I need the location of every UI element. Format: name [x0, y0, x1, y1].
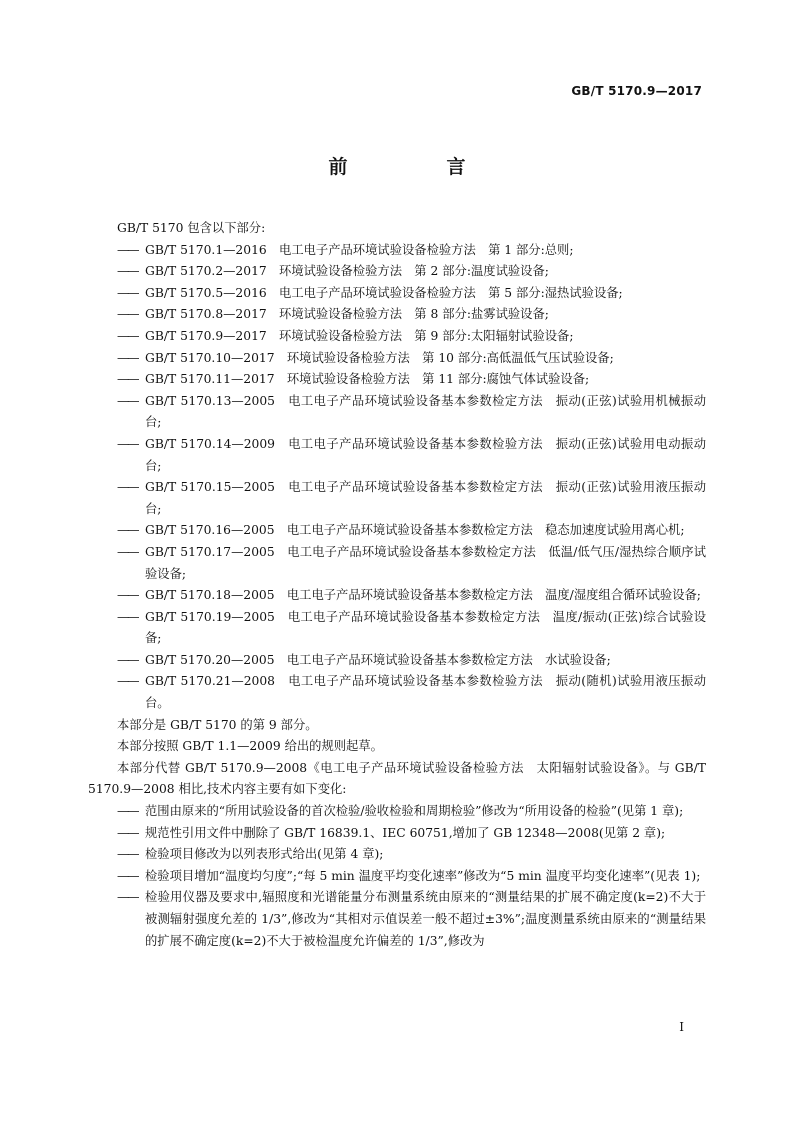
part-list-item [88, 304, 706, 326]
change-list-item [88, 823, 706, 845]
part-list-item [88, 585, 706, 607]
change-list-item-text: 检验项目增加“温度均匀度”;“每 5 min 温度平均变化速率”修改为“5 min 温度平均变化速率”(见表 1); [145, 868, 701, 883]
paragraph-part-number: 本部分是 GB/T 5170 的第 9 部分。 [117, 717, 318, 732]
dash-marker: —— [117, 350, 138, 365]
standard-code-header: GB/T 5170.9—2017 [571, 84, 702, 98]
part-list-item-text: GB/T 5170.1—2016 电工电子产品环境试验设备检验方法 第 1 部分:总则; [145, 242, 574, 257]
part-list-item [88, 650, 706, 672]
page-title: 前 言 [328, 156, 506, 178]
dash-marker: —— [117, 242, 138, 257]
dash-marker: —— [117, 890, 138, 905]
part-list-item [88, 326, 706, 348]
change-list-item [88, 866, 706, 888]
part-list-item [88, 542, 706, 585]
dash-marker: —— [117, 264, 138, 279]
part-list-item [88, 369, 706, 391]
dash-marker: —— [117, 393, 138, 408]
part-list-item-text: GB/T 5170.18—2005 电工电子产品环境试验设备基本参数检定方法 温度/湿度组合循环试验设备; [145, 588, 701, 603]
part-list-item [88, 607, 706, 650]
part-list-item [88, 391, 706, 434]
part-list-item-text: GB/T 5170.16—2005 电工电子产品环境试验设备基本参数检定方法 稳态加速度试验用离心机; [145, 523, 685, 538]
part-list-item-text: GB/T 5170.11—2017 环境试验设备检验方法 第 11 部分:腐蚀气体试验设备; [145, 372, 590, 387]
part-list-item-text: GB/T 5170.10—2017 环境试验设备检验方法 第 10 部分:高低温低气压试验设备; [145, 350, 614, 365]
part-list-item [88, 477, 706, 520]
part-list-item [88, 240, 706, 262]
part-list-item-text: GB/T 5170.9—2017 环境试验设备检验方法 第 9 部分:太阳辐射试验设备; [145, 328, 574, 343]
part-list-item [88, 348, 706, 370]
part-list-item-text: GB/T 5170.5—2016 电工电子产品环境试验设备检验方法 第 5 部分:湿热试验设备; [145, 285, 623, 300]
dash-marker: —— [117, 285, 138, 300]
dash-marker: —— [117, 480, 138, 495]
dash-marker: —— [117, 674, 138, 689]
dash-marker: —— [117, 588, 138, 603]
part-list-item-text: GB/T 5170.19—2005 电工电子产品环境试验设备基本参数检定方法 温度/振动(正弦)综合试验设备; [145, 609, 706, 646]
dash-marker: —— [117, 804, 138, 819]
dash-marker: —— [117, 523, 138, 538]
dash-marker: —— [117, 436, 138, 451]
part-list-item [88, 434, 706, 477]
document-body [88, 218, 706, 952]
paragraph-drafting-rules: 本部分按照 GB/T 1.1—2009 给出的规则起草。 [117, 739, 383, 754]
part-list-item-text: GB/T 5170.15—2005 电工电子产品环境试验设备基本参数检定方法 振动(正弦)试验用液压振动台; [145, 480, 706, 516]
part-list-item-text: GB/T 5170.14—2009 电工电子产品环境试验设备基本参数检验方法 振动(正弦)试验用电动振动台; [145, 436, 706, 473]
dash-marker: —— [117, 372, 138, 387]
dash-marker: —— [117, 544, 138, 559]
parts-list [88, 240, 706, 715]
part-list-item-text: GB/T 5170.21—2008 电工电子产品环境试验设备基本参数检验方法 振动(随机)试验用液压振动台。 [145, 674, 706, 711]
changes-list [88, 801, 706, 952]
change-list-item-text: 检验项目修改为以列表形式给出(见第 4 章); [145, 847, 384, 862]
part-list-item [88, 520, 706, 542]
part-list-item-text: GB/T 5170.20—2005 电工电子产品环境试验设备基本参数检定方法 水试验设备; [145, 652, 611, 667]
change-list-item [88, 801, 706, 823]
part-list-item [88, 261, 706, 283]
change-list-item [88, 844, 706, 866]
change-list-item-text: 规范性引用文件中删除了 GB/T 16839.1、IEC 60751,增加了 GB 12348—2008(见第 2 章); [145, 825, 666, 840]
dash-marker: —— [117, 868, 138, 883]
dash-marker: —— [117, 609, 138, 624]
parts-intro: GB/T 5170 包含以下部分: [117, 221, 266, 235]
dash-marker: —— [117, 328, 138, 343]
paragraph-replacement: 本部分代替 GB/T 5170.9—2008《电工电子产品环境试验设备检验方法 太阳辐射试验设备》。与 GB/T 5170.9—2008 相比,技术内容主要有如下变化: [88, 760, 706, 797]
page-number: I [679, 1020, 684, 1034]
part-list-item-text: GB/T 5170.2—2017 环境试验设备检验方法 第 2 部分:温度试验设备; [145, 264, 549, 279]
part-list-item [88, 671, 706, 714]
part-list-item [88, 283, 706, 305]
change-list-item-text: 范围由原来的“所用试验设备的首次检验/验收检验和周期检验”修改为“所用设备的检验”(见第 1 章); [145, 804, 684, 819]
dash-marker: —— [117, 825, 138, 840]
part-list-item-text: GB/T 5170.13—2005 电工电子产品环境试验设备基本参数检定方法 振动(正弦)试验用机械振动台; [145, 393, 706, 430]
dash-marker: —— [117, 847, 138, 862]
part-list-item-text: GB/T 5170.17—2005 电工电子产品环境试验设备基本参数检定方法 低温/低气压/湿热综合顺序试验设备; [145, 544, 706, 581]
part-list-item-text: GB/T 5170.8—2017 环境试验设备检验方法 第 8 部分:盐雾试验设备; [145, 307, 549, 322]
dash-marker: —— [117, 307, 138, 322]
change-list-item-text: 检验用仪器及要求中,辐照度和光谱能量分布测量系统由原来的“测量结果的扩展不确定度(k=2)不大于被测辐射强度允差的 1/3”,修改为“其相对示值误差一般不超过±3%”;温度测量系统由原来的“测量结果的扩展不确定度(k=2)不大于被检温度允许偏差的 1/3”,修改为 [145, 890, 706, 948]
change-list-item [88, 887, 706, 952]
dash-marker: —— [117, 652, 138, 667]
